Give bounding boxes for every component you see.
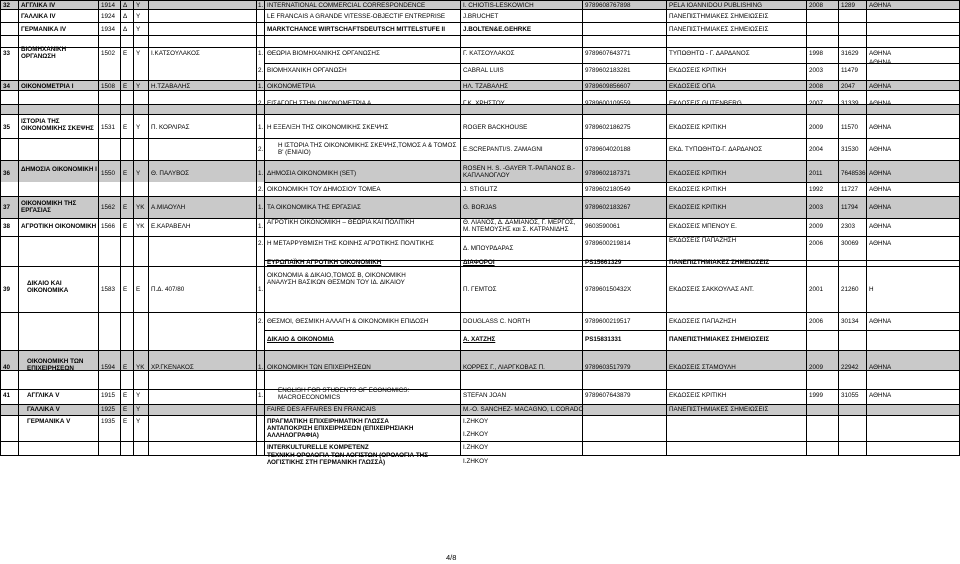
book-publisher: ΕΚΔΟΣΕΙΣ ΠΑΠΑΖΗΣΗ <box>669 237 737 244</box>
course-name: ΔΙΚΑΙΟ ΚΑΙ ΟΙΚΟΝΟΜΙΚΑ <box>27 280 69 294</box>
book-index: 1. <box>258 83 264 90</box>
book-title: INTERNATIONAL COMMERCIAL CORRESPONDENCE <box>267 2 426 9</box>
book-isbn: 978960150432X <box>585 286 632 293</box>
course-code: 1566 <box>101 223 116 230</box>
book-city: ΑΘΗΝΑ <box>869 392 892 399</box>
book-index: 2. <box>258 186 264 193</box>
course-type: Υ <box>136 50 141 57</box>
book-year: 2011 <box>809 170 823 177</box>
book-index: 1. <box>258 50 264 57</box>
teacher: Η.ΤΖΑΒΑΛΗΣ <box>151 83 191 90</box>
book-city: ΑΘΗΝΑ <box>869 100 892 107</box>
book-publisher: ΕΚΔΟΣΕΙΣ ΚΡΙΤΙΚΗ <box>669 204 727 211</box>
book-city: ΑΘΗΝΑ <box>869 146 892 153</box>
book-pages: 11479 <box>841 67 859 74</box>
book-pages: 21260 <box>841 286 859 293</box>
book-pages: 2303 <box>841 223 856 230</box>
teacher: Π. ΚΟΡΛΙΡΑΣ <box>151 124 190 131</box>
course-name: ΑΓΡΟΤΙΚΗ ΟΙΚΟΝΟΜΙΚΗ <box>21 223 97 230</box>
book-city: Η <box>869 286 874 293</box>
book-title: ΠΡΑΓΜΑΤΙΚΗ ΕΠΙΧΕΙΡΗΜΑΤΙΚΗ ΓΛΩΣΣΑ <box>267 418 389 425</box>
book-author: DOUGLASS C. NORTH <box>463 318 531 325</box>
book-author: M.-O. SANCHEZ- MACAGNO, L.CORADO <box>463 406 584 413</box>
book-title: ΑΓΡΟΤΙΚΗ ΟΙΚΟΝΟΜΙΚΗ – ΘΕΩΡΙΑ ΚΑΙ ΠΟΛΙΤΙΚΗ <box>267 219 415 226</box>
course-type: Υ <box>136 170 141 177</box>
book-city: ΑΘΗΝΑ <box>869 59 892 66</box>
course-name: ΟΙΚΟΝΟΜΙΚΗ ΤΩΝ ΕΠΙΧΕΙΡΗΣΕΩΝ <box>27 358 84 372</box>
book-year: 2006 <box>809 318 824 325</box>
course-name: ΑΓΓΛΙΚΑ ΙV <box>21 2 56 9</box>
book-title: ΟΙΚΟΝΟΜΙΚΗ ΤΩΝ ΕΠΙΧΕΙΡΗΣΕΩΝ <box>267 364 371 371</box>
semester: Ε <box>123 418 128 425</box>
book-isbn: 9789602186275 <box>585 124 631 131</box>
book-isbn: PS15831331 <box>585 336 622 343</box>
book-index: 2. <box>258 240 264 247</box>
book-publisher: PELA IOANNIDOU PUBLISHING <box>669 2 763 9</box>
course-type: Υ <box>136 418 141 425</box>
row-number: 37 <box>3 204 11 211</box>
book-author: I.ZHKOY <box>463 458 489 465</box>
book-isbn: 9789607643879 <box>585 392 631 399</box>
book-title: Η ΕΞΕΛΙΞΗ ΤΗΣ ΟΙΚΟΝΟΜΙΚΗΣ ΣΚΕΨΗΣ <box>267 124 389 131</box>
book-city: ΑΘΗΝΑ <box>869 83 892 90</box>
book-author: Θ. ΛΙΑΝΟΣ, Δ. ΔΑΜΙΑΝΟΣ, Γ. ΜΕΡΓΟΣ, Μ. ΝΤΕΜΟΥΣΗΣ και Σ. ΚΑΤΡΑΝΙΔΗΣ <box>463 219 576 233</box>
row-number: 33 <box>3 50 11 57</box>
book-title: ΟΙΚΟΝΟΜΙΑ & ΔΙΚΑΙΟ,ΤΟΜΟΣ Β, ΟΙΚΟΝΟΜΙΚΗ ΑΝΑΛΥΣΗ ΒΑΣΙΚΩΝ ΘΕΣΜΩΝ ΤΟΥ ΙΔ. ΔΙΚΑΙΟΥ <box>267 272 406 286</box>
book-year: 2003 <box>809 67 824 74</box>
semester: Ε <box>123 392 128 399</box>
book-title: Η ΙΣΤΟΡΙΑ ΤΗΣ ΟΙΚΟΝΟΜΙΚΗΣ ΣΚΕΨΗΣ,ΤΟΜΟΣ Α & ΤΟΜΟΣ Β' (ΕΝΙΑΙΟ) <box>278 142 457 156</box>
semester: Ε <box>123 286 128 293</box>
course-code: 1935 <box>101 418 116 425</box>
semester: Ε <box>123 223 128 230</box>
book-author: J. STIGLITZ <box>463 186 498 193</box>
book-city: ΑΘΗΝΑ <box>869 124 892 131</box>
semester: Ε <box>123 406 128 413</box>
book-index: 2. <box>258 146 264 153</box>
book-publisher: ΠΑΝΕΠΙΣΤΗΜΙΑΚΕΣ ΣΗΜΕΙΩΣΕΙΣ <box>669 259 770 266</box>
book-index: 2. <box>258 100 264 107</box>
book-pages: 22942 <box>841 364 859 371</box>
book-author: E.SCREPANTI/S. ZAMAGNI <box>463 146 543 153</box>
book-isbn: 9789607643771 <box>585 50 631 57</box>
book-pages: 31339 <box>841 100 859 107</box>
book-year: 1998 <box>809 50 824 57</box>
semester: Ε <box>123 50 128 57</box>
book-city: ΑΘΗΝΑ <box>869 2 892 9</box>
book-year: 2007 <box>809 100 824 107</box>
book-author: CABRAL LUIS <box>463 67 504 74</box>
book-pages: 30069 <box>841 240 859 247</box>
book-title: Η ΜΕΤΑΡΡΥΘΜΙΣΗ ΤΗΣ ΚΟΙΝΗΣ ΑΓΡΟΤΙΚΗΣ ΠΟΛΙΤΙΚΗΣ <box>267 240 434 247</box>
course-code: 1583 <box>101 286 116 293</box>
book-author: ΚΟΡΡΕΣ Γ., ΛΙΑΡΓΚΟΒΑΣ Π. <box>463 364 545 371</box>
book-title: ΕΙΣΑΓΩΓΗ ΣΤΗΝ ΟΙΚΟΝΟΜΕΤΡΙΑ Α <box>267 100 372 107</box>
book-title: ENGLISH FOR STUDENTS OF ECONOMICS: MACROECONOMICS <box>278 387 410 401</box>
book-publisher: ΕΚΔΟΣΕΙΣ ΣΤΑΜΟΥΛΗ <box>669 364 736 371</box>
course-type: ΥΚ <box>136 364 145 371</box>
book-year: 2001 <box>809 286 824 293</box>
course-code: 1924 <box>101 13 116 20</box>
course-code: 1502 <box>101 50 116 57</box>
book-pages: 31055 <box>841 392 859 399</box>
book-isbn: 9789608767898 <box>585 2 631 9</box>
page-number: 4/8 <box>446 553 457 562</box>
teacher: Ε.ΚΑΡΑΒΕΛΗ <box>151 223 191 230</box>
book-isbn: 9789602180549 <box>585 186 631 193</box>
course-code: 1914 <box>101 2 116 9</box>
book-year: 2003 <box>809 204 824 211</box>
book-city: ΑΘΗΝΑ <box>869 50 892 57</box>
teacher: Θ. ΠΑΛΥΒΟΣ <box>151 170 190 177</box>
book-isbn: 9789609856607 <box>585 83 631 90</box>
course-code: 1508 <box>101 83 116 90</box>
course-code: 1531 <box>101 124 116 131</box>
book-pages: 11794 <box>841 204 859 211</box>
row-number: 40 <box>3 364 11 371</box>
book-title: INTERKULTURELLE KOMPETENZ <box>267 444 369 451</box>
book-year: 1992 <box>809 186 824 193</box>
book-year: 2006 <box>809 240 824 247</box>
semester: Δ <box>123 2 128 9</box>
book-publisher: ΕΚΔ. ΤΥΠΩΘΗΤΩ-Γ. ΔΑΡΔΑΝΟΣ <box>669 146 763 153</box>
course-type: Υ <box>136 406 141 413</box>
semester: Δ <box>123 13 128 20</box>
teacher: ΧΡ.ΓΚΕΝΑΚΟΣ <box>151 364 194 371</box>
row-number: 35 <box>3 124 11 131</box>
course-name: ΓΑΛΛΙΚΑ V <box>27 406 60 413</box>
book-publisher: ΠΑΝΕΠΙΣΤΗΜΙΑΚΕΣ ΣΗΜΕΙΩΣΕΙΣ <box>669 406 769 413</box>
book-title: ΔΙΚΑΙΟ & ΟΙΚΟΝΟΜΙΑ <box>267 336 334 343</box>
book-index: 1. <box>258 124 264 131</box>
book-isbn: 9603590061 <box>585 223 621 230</box>
book-index: 1. <box>258 2 264 9</box>
book-author: G. BORJAS <box>463 204 497 211</box>
book-city: ΑΘΗΝΑ <box>869 240 892 247</box>
book-title: ΔΗΜΟΣΙΑ ΟΙΚΟΝΟΜΙΚΗ (SET) <box>267 170 357 177</box>
book-publisher: ΕΚΔΟΣΕΙΣ ΣΑΚΚΟΥΛΑΣ ΑΝΤ. <box>669 286 754 293</box>
book-author: I.ZHKOY <box>463 431 489 438</box>
book-publisher: ΤΥΠΩΘΗΤΩ - Γ. ΔΑΡΔΑΝΟΣ <box>669 50 750 57</box>
course-type: Υ <box>136 124 141 131</box>
book-publisher: ΠΑΝΕΠΙΣΤΗΜΙΑΚΕΣ ΣΗΜΕΙΩΣΕΙΣ <box>669 336 770 343</box>
course-type: Ε <box>136 286 141 293</box>
semester: Ε <box>123 364 128 371</box>
semester: Δ <box>123 26 128 33</box>
row-number: 41 <box>3 392 11 399</box>
book-pages: 11727 <box>841 186 859 193</box>
book-year: 2009 <box>809 223 824 230</box>
book-title: ΤΑ ΟΙΚΟΝΟΜΙΚΑ ΤΗΣ ΕΡΓΑΣΙΑΣ <box>267 204 361 211</box>
book-author: ΗΛ. ΤΖΑΒΑΛΗΣ <box>463 83 509 90</box>
teacher: Π.Δ. 407/80 <box>151 286 185 293</box>
book-title: ΘΕΣΜΟΙ, ΘΕΣΜΙΚΗ ΑΛΛΑΓΗ & ΟΙΚΟΝΟΜΙΚΗ ΕΠΙΔΟΣΗ <box>267 318 429 325</box>
book-title: ΕΥΡΩΠΑΪΚΗ ΑΓΡΟΤΙΚΗ ΟΙΚΟΝΟΜΙΚΗ <box>267 259 382 266</box>
book-index: 1. <box>258 223 264 230</box>
book-pages: 2047 <box>841 83 856 90</box>
course-name: ΟΙΚΟΝΟΜΕΤΡΙΑ Ι <box>21 83 74 90</box>
book-author: I.ZHKOY <box>463 444 489 451</box>
book-author: Γ. ΚΑΤΣΟΥΛΑΚΟΣ <box>463 50 515 57</box>
book-publisher: ΠΑΝΕΠΙΣΤΗΜΙΑΚΕΣ ΣΗΜΕΙΩΣΕΙΣ <box>669 26 769 33</box>
book-city: ΑΘΗΝΑ <box>869 223 892 230</box>
book-author: Γ.Κ. ΧΡΗΣΤΟΥ <box>463 100 505 107</box>
book-pages: 1289 <box>841 2 856 9</box>
book-publisher: ΕΚΔΟΣΕΙΣ GUTENBERG <box>669 100 742 107</box>
course-code: 1934 <box>101 26 116 33</box>
book-title: ΟΙΚΟΝΟΜΕΤΡΙΑ <box>267 83 316 90</box>
book-isbn: 9789603517979 <box>585 364 631 371</box>
book-publisher: ΕΚΔΟΣΕΙΣ ΚΡΙΤΙΚΗ <box>669 124 727 131</box>
course-name: ΟΙΚΟΝΟΜΙΚΗ ΤΗΣ ΕΡΓΑΣΙΑΣ <box>21 200 77 214</box>
semester: Ε <box>123 170 128 177</box>
book-city: ΑΘΗΝΑ <box>869 186 892 193</box>
course-type: Υ <box>136 26 141 33</box>
book-isbn: PS15661329 <box>585 259 622 266</box>
course-name: ΓΑΛΛΙΚΑ ΙV <box>21 13 56 20</box>
course-type: Υ <box>136 392 141 399</box>
book-city: ΑΘΗΝΑ <box>869 318 892 325</box>
book-index: 2. <box>258 318 264 325</box>
book-author: ΔΙΑΦΟΡΟΙ <box>463 259 495 266</box>
book-title: FAIRE DES AFFAIRES EN FRANCAIS <box>267 406 376 413</box>
course-code: 1925 <box>101 406 116 413</box>
book-isbn: 9789602183281 <box>585 67 631 74</box>
course-type: Υ <box>136 13 141 20</box>
course-code: 1915 <box>101 392 116 399</box>
book-title: ΟΙΚΟΝΟΜΙΚΗ ΤΟΥ ΔΗΜΟΣΙΟΥ ΤΟΜΕΑ <box>267 186 381 193</box>
book-year: 2008 <box>809 83 824 90</box>
book-publisher: ΕΚΔΟΣΕΙΣ ΚΡΙΤΙΚΗ <box>669 67 727 74</box>
book-isbn: 9789600219517 <box>585 318 631 325</box>
book-title: MARKTCHANCE WIRTSCHAFTSDEUTSCH MITTELSTUFE II <box>267 26 446 33</box>
course-name: ΒΙΟΜΗΧΑΝΙΚΗ ΟΡΓΑΝΩΣΗ <box>21 46 67 60</box>
course-type: Υ <box>136 2 141 9</box>
book-author: STEFAN JOAN <box>463 392 507 399</box>
book-pages: 31530 <box>841 146 859 153</box>
row-number: 34 <box>3 83 11 90</box>
course-type: ΥΚ <box>136 223 145 230</box>
book-year: 2008 <box>809 2 824 9</box>
book-isbn: 9789600109559 <box>585 100 631 107</box>
book-title: ΤΕΧΝΙΚΗ ΟΡΟΛΟΓΙΑ ΤΩΝ ΛΟΓΙΣΤΩΝ (ΟΡΟΛΟΓΙΑ ΤΗΣ ΛΟΓΙΣΤΙΚΗΣ ΣΤΗ ΓΕΡΜΑΝΙΚΗ ΓΛΩΣΣΑ) <box>267 452 428 466</box>
book-city: ΑΘΗΝΑ <box>869 170 892 177</box>
book-index: 1. <box>258 286 264 293</box>
book-title: ΒΙΟΜΗΧΑΝΙΚΗ ΟΡΓΑΝΩΣΗ <box>267 67 347 74</box>
book-title: ΘΕΩΡΙΑ ΒΙΟΜΗΧΑΝΙΚΗΣ ΟΡΓΑΝΩΣΗΣ <box>267 50 380 57</box>
book-author: ROSEN H. S. -GAYER T.-ΡΑΠΑΝΟΣ Β.-ΚΑΠΛΑΝΟΓΛΟΥ <box>463 165 576 179</box>
teacher: Ι.ΚΑΤΣΟΥΛΑΚΟΣ <box>151 50 200 57</box>
book-isbn: 9789602183267 <box>585 204 631 211</box>
book-author: Α. ΧΑΤΖΗΣ <box>463 336 496 343</box>
course-name: ΑΓΓΛΙΚΑ V <box>27 392 60 399</box>
course-code: 1594 <box>101 364 116 371</box>
course-name: ΓΕΡΜΑΝΙΚΑ ΙV <box>21 26 67 33</box>
book-year: 2004 <box>809 146 824 153</box>
course-name: ΔΗΜΟΣΙΑ ΟΙΚΟΝΟΜΙΚΗ Ι <box>21 166 97 173</box>
book-pages: 7648536 <box>841 170 866 177</box>
book-city: ΑΘΗΝΑ <box>869 364 892 371</box>
book-author: I. CHIOTIS-LESKOWICH <box>463 2 534 9</box>
book-author: ROGER BACKHOUSE <box>463 124 528 131</box>
semester: Ε <box>123 124 128 131</box>
book-isbn: 9789604020188 <box>585 146 631 153</box>
book-publisher: ΕΚΔΟΣΕΙΣ ΜΠΕΝΟΥ Ε. <box>669 223 737 230</box>
book-pages: 30134 <box>841 318 859 325</box>
book-index: 1. <box>258 392 264 399</box>
book-year: 2009 <box>809 364 824 371</box>
course-name: ΓΕΡΜΑΝΙΚΑ V <box>27 418 71 425</box>
book-index: 2. <box>258 67 264 74</box>
book-author: J.BRUCHET <box>463 13 499 20</box>
row-number: 32 <box>3 2 11 9</box>
course-type: Υ <box>136 83 141 90</box>
book-city: ΑΘΗΝΑ <box>869 204 892 211</box>
book-year: 1999 <box>809 392 824 399</box>
book-author: Δ. ΜΠΟΥΡΔΑΡΑΣ <box>463 245 514 252</box>
book-publisher: ΕΚΔΟΣΕΙΣ ΠΑΠΑΖΗΣΗ <box>669 318 737 325</box>
book-publisher: ΕΚΔΟΣΕΙΣ ΚΡΙΤΙΚΗ <box>669 170 727 177</box>
book-publisher: ΠΑΝΕΠΙΣΤΗΜΙΑΚΕΣ ΣΗΜΕΙΩΣΕΙΣ <box>669 13 769 20</box>
book-year: 2009 <box>809 124 824 131</box>
row-number: 38 <box>3 223 11 230</box>
book-isbn: 9789600219814 <box>585 240 631 247</box>
row-number: 39 <box>3 286 11 293</box>
book-index: 1. <box>258 364 264 371</box>
book-publisher: ΕΚΔΟΣΕΙΣ ΚΡΙΤΙΚΗ <box>669 186 727 193</box>
book-index: 1. <box>258 170 264 177</box>
course-code: 1550 <box>101 170 116 177</box>
book-author: J.BOLTEN&E.GEHRKE <box>463 26 532 33</box>
book-author: Π. ΓΕΜΤΟΣ <box>463 286 497 293</box>
course-code: 1562 <box>101 204 116 211</box>
course-type: ΥΚ <box>136 204 145 211</box>
book-author: I.ZHKOY <box>463 418 489 425</box>
book-pages: 31629 <box>841 50 859 57</box>
teacher: Α.ΜΙΑΟΥΛΗ <box>151 204 186 211</box>
row-number: 36 <box>3 170 11 177</box>
book-isbn: 9789602187371 <box>585 170 631 177</box>
semester: Ε <box>123 204 128 211</box>
book-title: ΑΝΤΑΠΟΚΡΙΣΗ ΕΠΙΧΕΙΡΗΣΕΩΝ (ΕΠΙΧΕΙΡΗΣΙΑΚΗ ΑΛΛΗΛΟΓΡΑΦΙΑ) <box>267 425 414 439</box>
book-pages: 11570 <box>841 124 859 131</box>
semester: Ε <box>123 83 128 90</box>
book-publisher: ΕΚΔΟΣΕΙΣ ΚΡΙΤΙΚΗ <box>669 392 727 399</box>
book-index: 1. <box>258 204 264 211</box>
book-publisher: ΕΚΔΟΣΕΙΣ ΟΠΑ <box>669 83 716 90</box>
book-title: LE FRANCAIS A GRANDE VITESSE-OBJECTIF ENTREPRISE <box>267 13 446 20</box>
course-name: ΙΣΤΟΡΙΑ ΤΗΣ ΟΙΚΟΝΟΜΙΚΗΣ ΣΚΕΨΗΣ <box>21 118 94 132</box>
